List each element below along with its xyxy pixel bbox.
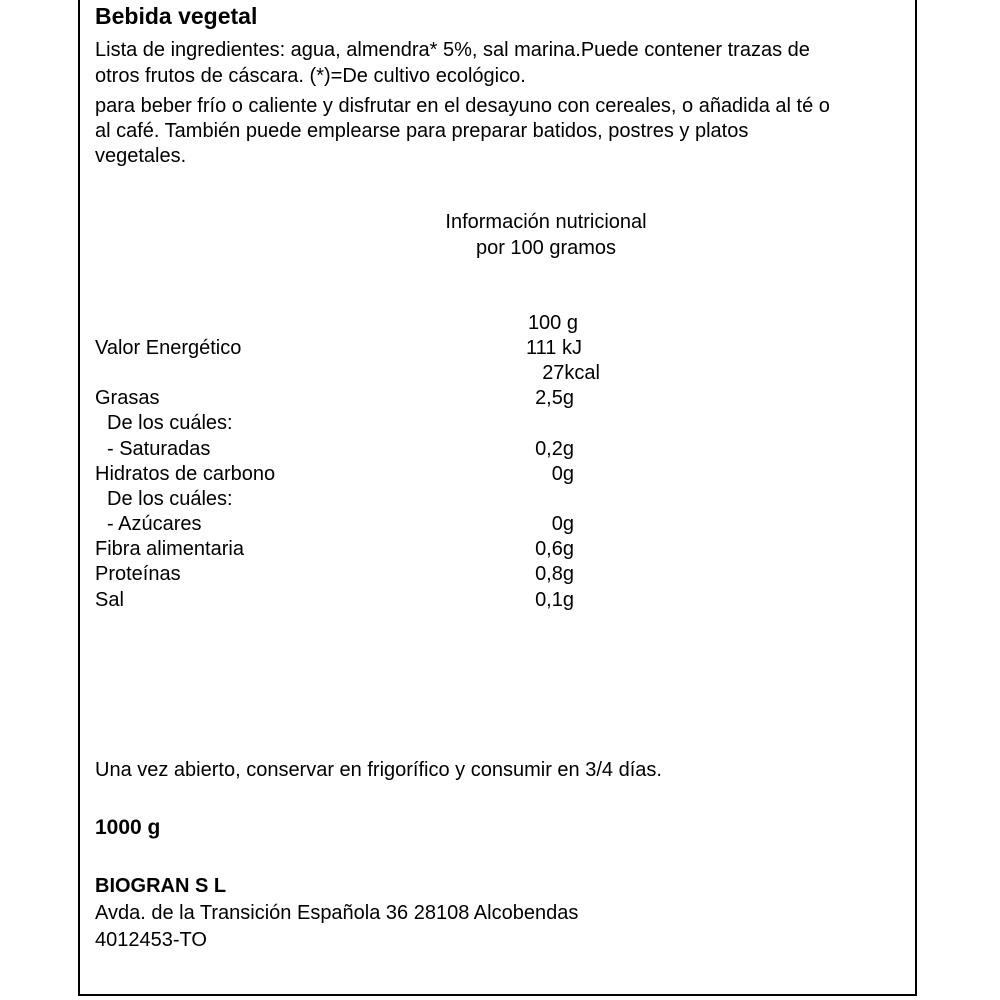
ingredients-line-2: otros frutos de cáscara. (*)=De cultivo ecológico. [95,65,526,87]
nutrition-row-label: De los cuáles: [107,412,233,434]
nutrition-row-label: De los cuáles: [107,488,233,510]
nutrition-row-label: Valor Energético [95,337,242,359]
nutrition-row-label: Hidratos de carbono [95,463,276,485]
company-name: BIOGRAN S L [95,875,227,897]
product-title: Bebida vegetal [95,3,258,29]
nutrition-heading [396,209,696,261]
nutrition-row-label: Grasas [95,387,160,409]
nutrition-row-value: 0,2g [535,438,574,460]
nutrition-row-value: 2,5g [535,387,574,409]
nutrition-row-value: 0,6g [535,538,574,560]
nutrition-row-value: 111 kJ [526,337,582,359]
nutrition-row-label: - Saturadas [107,438,211,460]
nutrition-row-value: 0g [551,513,574,535]
nutrition-heading-line-1: Información nutricional [445,211,647,233]
nutrition-row-value: 0g [551,463,574,485]
nutrition-row-value: 0,1g [535,589,574,611]
company-address: Avda. de la Transición Española 36 28108 Alcobendas [95,902,579,924]
nutrition-row-label: Sal [95,589,124,611]
nutrition-row-label: Fibra alimentaria [95,538,244,560]
usage-line-2: al café. También puede emplearse para preparar batidos, postres y platos [95,120,749,142]
nutrition-row-label: Proteínas [95,563,181,585]
usage-line-3: vegetales. [95,145,187,167]
storage-instructions: Una vez abierto, conservar en frigorífico y consumir en 3/4 días. [95,759,662,781]
usage-line-1: para beber frío o caliente y disfrutar en el desayuno con cereales, o añadida al té o [95,95,830,117]
net-weight: 1000 g [95,816,161,839]
nutrition-row-label: - Azúcares [107,513,202,535]
nutrition-heading-line-2: por 100 gramos [475,237,617,259]
nutrition-row-value: 0,8g [535,563,574,585]
product-code: 4012453-TO [95,929,207,951]
ingredients-line-1: Lista de ingredientes: agua, almendra* 5%, sal marina.Puede contener trazas de [95,39,810,61]
nutrition-row-value: 27kcal [542,362,600,384]
nutrition-column-header: 100 g [527,312,578,334]
